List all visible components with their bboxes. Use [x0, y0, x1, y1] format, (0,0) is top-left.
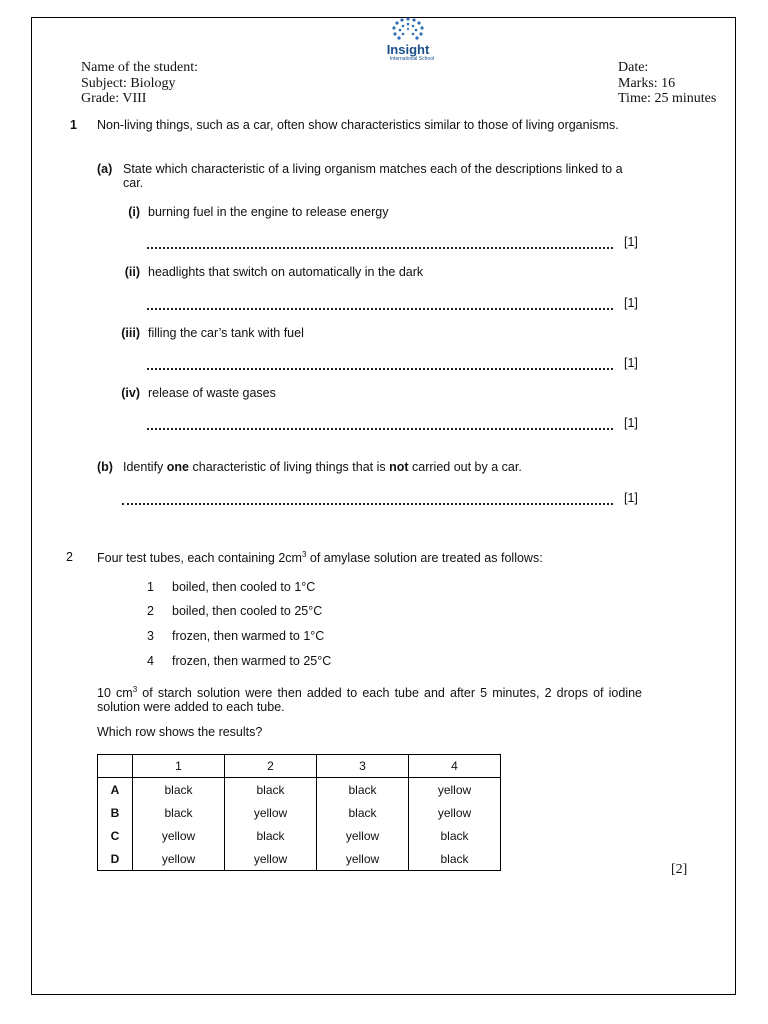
q1a-text: State which characteristic of a living organism matches each of the descriptions linked to a car.	[123, 162, 623, 190]
table-row	[98, 847, 501, 871]
marks-label: Marks: 16	[618, 76, 676, 91]
row-label: D	[98, 847, 133, 871]
q1a-iv-mark: [1]	[624, 416, 638, 430]
q1a-iii-mark: [1]	[624, 356, 638, 370]
answer-line[interactable]	[147, 247, 613, 249]
treatment-text: boiled, then cooled to 25°C	[172, 604, 323, 618]
subject-label: Subject: Biology	[81, 76, 176, 91]
student-name-label: Name of the student:	[81, 60, 199, 75]
table-cell: black	[317, 801, 409, 824]
treatment-number: 3	[147, 629, 154, 643]
answer-line[interactable]	[147, 308, 613, 310]
table-header-cell: 4	[409, 755, 501, 778]
treatment-number: 2	[147, 604, 154, 618]
q1a-i-text: burning fuel in the engine to release energy	[148, 205, 389, 219]
table-cell: yellow	[225, 801, 317, 824]
answer-line[interactable]	[147, 368, 613, 370]
table-header-cell: 3	[317, 755, 409, 778]
table-cell: black	[317, 778, 409, 802]
table-cell: black	[409, 824, 501, 847]
q1b-label: (b)	[97, 460, 113, 474]
q1a-i-mark: [1]	[624, 235, 638, 249]
table-cell: black	[133, 778, 225, 802]
table-header-cell: 1	[133, 755, 225, 778]
q1a-iv-label: (iv)	[121, 386, 140, 400]
answer-line[interactable]	[147, 428, 613, 430]
table-cell: black	[133, 801, 225, 824]
table-cell: black	[225, 824, 317, 847]
table-cell: yellow	[409, 801, 501, 824]
table-row	[98, 801, 501, 824]
date-label: Date:	[618, 60, 649, 75]
q1a-iii-text: filling the car’s tank with fuel	[148, 326, 304, 340]
table-cell: black	[409, 847, 501, 871]
row-label: C	[98, 824, 133, 847]
table-header-row	[98, 755, 501, 778]
table-row	[98, 824, 501, 847]
table-cell: yellow	[133, 824, 225, 847]
q1b-text: Identify one characteristic of living things that is not carried out by a car.	[123, 460, 522, 474]
q1a-iv-text: release of waste gases	[148, 386, 276, 400]
logo-name: Insight	[386, 42, 430, 57]
treatment-text: boiled, then cooled to 1°C	[172, 580, 316, 594]
time-label: Time: 25 minutes	[618, 91, 717, 106]
q2-intro: Four test tubes, each containing $2cm^3$ of amylase solution are treated as follows:	[97, 550, 543, 566]
q1b-mark: [1]	[624, 491, 638, 505]
school-logo	[369, 15, 447, 61]
logo-subtitle: International School	[389, 56, 435, 62]
q1a-ii-label: (ii)	[124, 265, 140, 279]
logo-dots-icon	[369, 15, 447, 45]
q1a-ii-mark: [1]	[624, 296, 638, 310]
treatment-number: 1	[147, 580, 154, 594]
q1a-ii-text: headlights that switch on automatically in the dark	[148, 265, 424, 279]
q1a-label: (a)	[97, 162, 113, 176]
grade-label: Grade: VIII	[81, 91, 147, 106]
row-label: B	[98, 801, 133, 824]
q2-starch-text: 10 $cm^3$ of starch solution were then added to each tube and after 5 minutes, 2 drops of iodine solution were added to each tube.	[97, 685, 642, 715]
table-cell: yellow	[409, 778, 501, 802]
table-cell: yellow	[225, 847, 317, 871]
answer-line[interactable]	[122, 503, 613, 505]
treatment-text: frozen, then warmed to 25°C	[172, 654, 332, 668]
table-header-cell: 2	[225, 755, 317, 778]
q1-text: Non-living things, such as a car, often show characteristics similar to those of living organisms.	[97, 118, 619, 132]
q2-question: Which row shows the results?	[97, 725, 263, 739]
q1-number: 1	[70, 118, 77, 132]
q1a-iii-label: (iii)	[121, 326, 140, 340]
table-cell: yellow	[317, 847, 409, 871]
table-header-cell	[98, 755, 133, 778]
table-cell: black	[225, 778, 317, 802]
treatment-number: 4	[147, 654, 154, 668]
table-row	[98, 778, 501, 802]
treatment-text: frozen, then warmed to 1°C	[172, 629, 325, 643]
q2-number: 2	[66, 550, 73, 564]
q1a-i-label: (i)	[128, 205, 140, 219]
results-table	[97, 754, 501, 871]
q2-mark: [2]	[671, 862, 688, 877]
table-cell: yellow	[317, 824, 409, 847]
row-label: A	[98, 778, 133, 802]
table-cell: yellow	[133, 847, 225, 871]
